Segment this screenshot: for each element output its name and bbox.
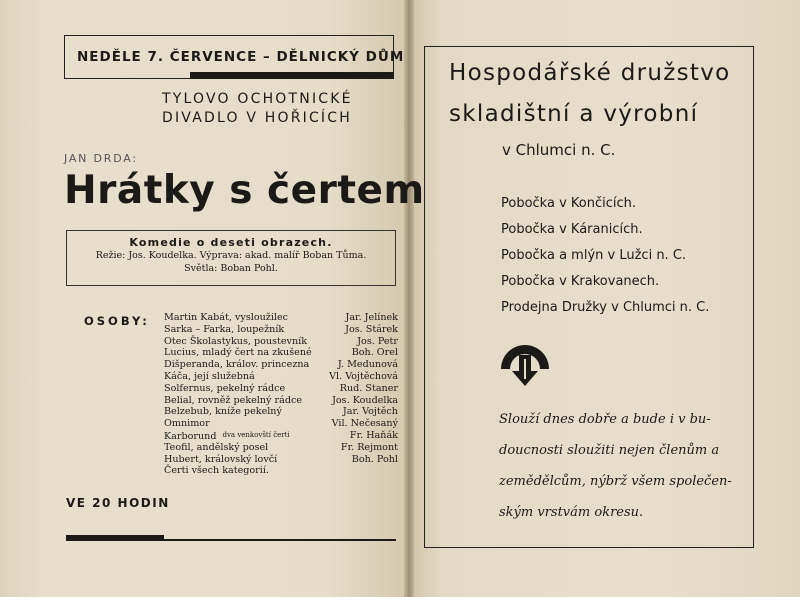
cast-role: Omnimor — [164, 418, 210, 430]
cast-role: Čerti všech kategorií. — [164, 465, 269, 477]
slogan-line: Slouží dnes dobře a bude i v bu- — [499, 412, 711, 427]
date-rule — [190, 72, 393, 79]
cast-row — [164, 418, 398, 430]
cast-row — [164, 324, 398, 336]
credits-line-2: Světla: Boban Pohl. — [184, 263, 278, 274]
cast-row — [164, 406, 398, 418]
cast-list — [164, 312, 398, 477]
cast-role-note: dva venkovští čerti — [222, 430, 290, 439]
cast-row — [164, 371, 398, 383]
cast-row — [164, 336, 398, 348]
play-subtitle: Komedie o deseti obrazech. — [129, 236, 333, 249]
cast-actor: Jos. Koudelka — [332, 394, 398, 406]
cast-label: OSOBY: — [84, 314, 150, 328]
cast-actor: Boh. Pohl — [351, 453, 398, 465]
cast-actor: J. Medunová — [337, 359, 398, 371]
cast-actor: Jar. Vojtěch — [342, 406, 398, 418]
bottom-rule-thick — [66, 535, 164, 541]
cast-row — [164, 442, 398, 454]
cast-role-name: Karborund — [164, 430, 217, 442]
cast-actor: Rud. Staner — [339, 382, 398, 394]
cooperative-arrow-logo-icon — [499, 341, 551, 387]
cast-row — [164, 312, 398, 324]
branch-item: Pobočka v Krakovanech. — [501, 274, 660, 289]
cast-role: Solfernus, pekelný rádce — [164, 382, 286, 394]
troupe-line-2: DIVADLO V HOŘICÍCH — [162, 110, 352, 126]
branch-item: Prodejna Družky v Chlumci n. C. — [501, 300, 710, 315]
cast-actor: Boh. Orel — [351, 347, 398, 359]
branch-item: Pobočka v Končicích. — [501, 196, 637, 211]
cast-row — [164, 454, 398, 466]
cast-role: Martin Kabát, vysloužilec — [164, 312, 289, 323]
author: JAN DRDA: — [64, 152, 138, 165]
cast-row — [164, 465, 398, 477]
troupe-line-1: TYLOVO OCHOTNICKÉ — [162, 91, 353, 107]
credits-line-1: Režie: Jos. Koudelka. Výprava: akad. malíř Boban Tůma. — [95, 250, 367, 261]
start-time: VE 20 HODIN — [66, 496, 170, 510]
cast-row — [164, 347, 398, 359]
cast-role: Hubert, královský lovčí — [164, 453, 278, 465]
cast-role: Káča, její služebná — [164, 370, 255, 382]
cast-row — [164, 383, 398, 395]
cast-role: Otec Školastykus, poustevník — [164, 335, 308, 347]
cast-role: Lucius, mladý čert na zkušené — [164, 347, 312, 359]
play-info-box — [66, 230, 396, 286]
coop-name-line-2: skladištní a výrobní — [449, 101, 699, 127]
cast-role: Dišperanda, králov. princezna — [164, 359, 310, 371]
play-title: Hrátky s čertem — [64, 168, 425, 213]
cast-role: Belzebub, kníže pekelný — [164, 406, 282, 418]
slogan-line: ským vrstvám okresu. — [499, 505, 644, 520]
slogan-line: doucnosti sloužiti nejen členům a — [499, 443, 720, 458]
coop-name-line-1: Hospodářské družstvo — [449, 60, 731, 86]
cast-row — [164, 359, 398, 371]
slogan-line: zemědělcům, nýbrž všem společen- — [499, 474, 732, 489]
date-line: NEDĚLE 7. ČERVENCE – DĚLNICKÝ DŮM — [77, 49, 405, 65]
cast-actor: Jos. Stárek — [345, 323, 398, 335]
cast-actor: Vl. Vojtěchová — [329, 370, 398, 382]
cast-actor: Jos. Petr — [357, 335, 398, 347]
cast-role: Teofil, andělský posel — [164, 441, 269, 453]
cast-role: Sarka – Farka, loupežník — [164, 323, 285, 335]
troupe-name — [162, 90, 398, 128]
cast-actor: Fr. Haňák — [349, 429, 398, 441]
book-gutter — [404, 0, 414, 597]
cast-actor: Jar. Jelínek — [345, 312, 398, 323]
coop-location: v Chlumci n. C. — [502, 141, 616, 159]
cast-actor: Fr. Rejmont — [340, 441, 398, 453]
bottom-rule-thin — [164, 539, 396, 541]
cast-role: Belial, rovněž pekelný rádce — [164, 394, 303, 406]
cast-row — [164, 430, 398, 442]
branch-item: Pobočka a mlýn v Lužci n. C. — [501, 248, 687, 263]
cast-row — [164, 395, 398, 407]
branch-item: Pobočka v Káranicích. — [501, 222, 643, 237]
cast-actor: Vil. Nečesaný — [331, 418, 398, 430]
